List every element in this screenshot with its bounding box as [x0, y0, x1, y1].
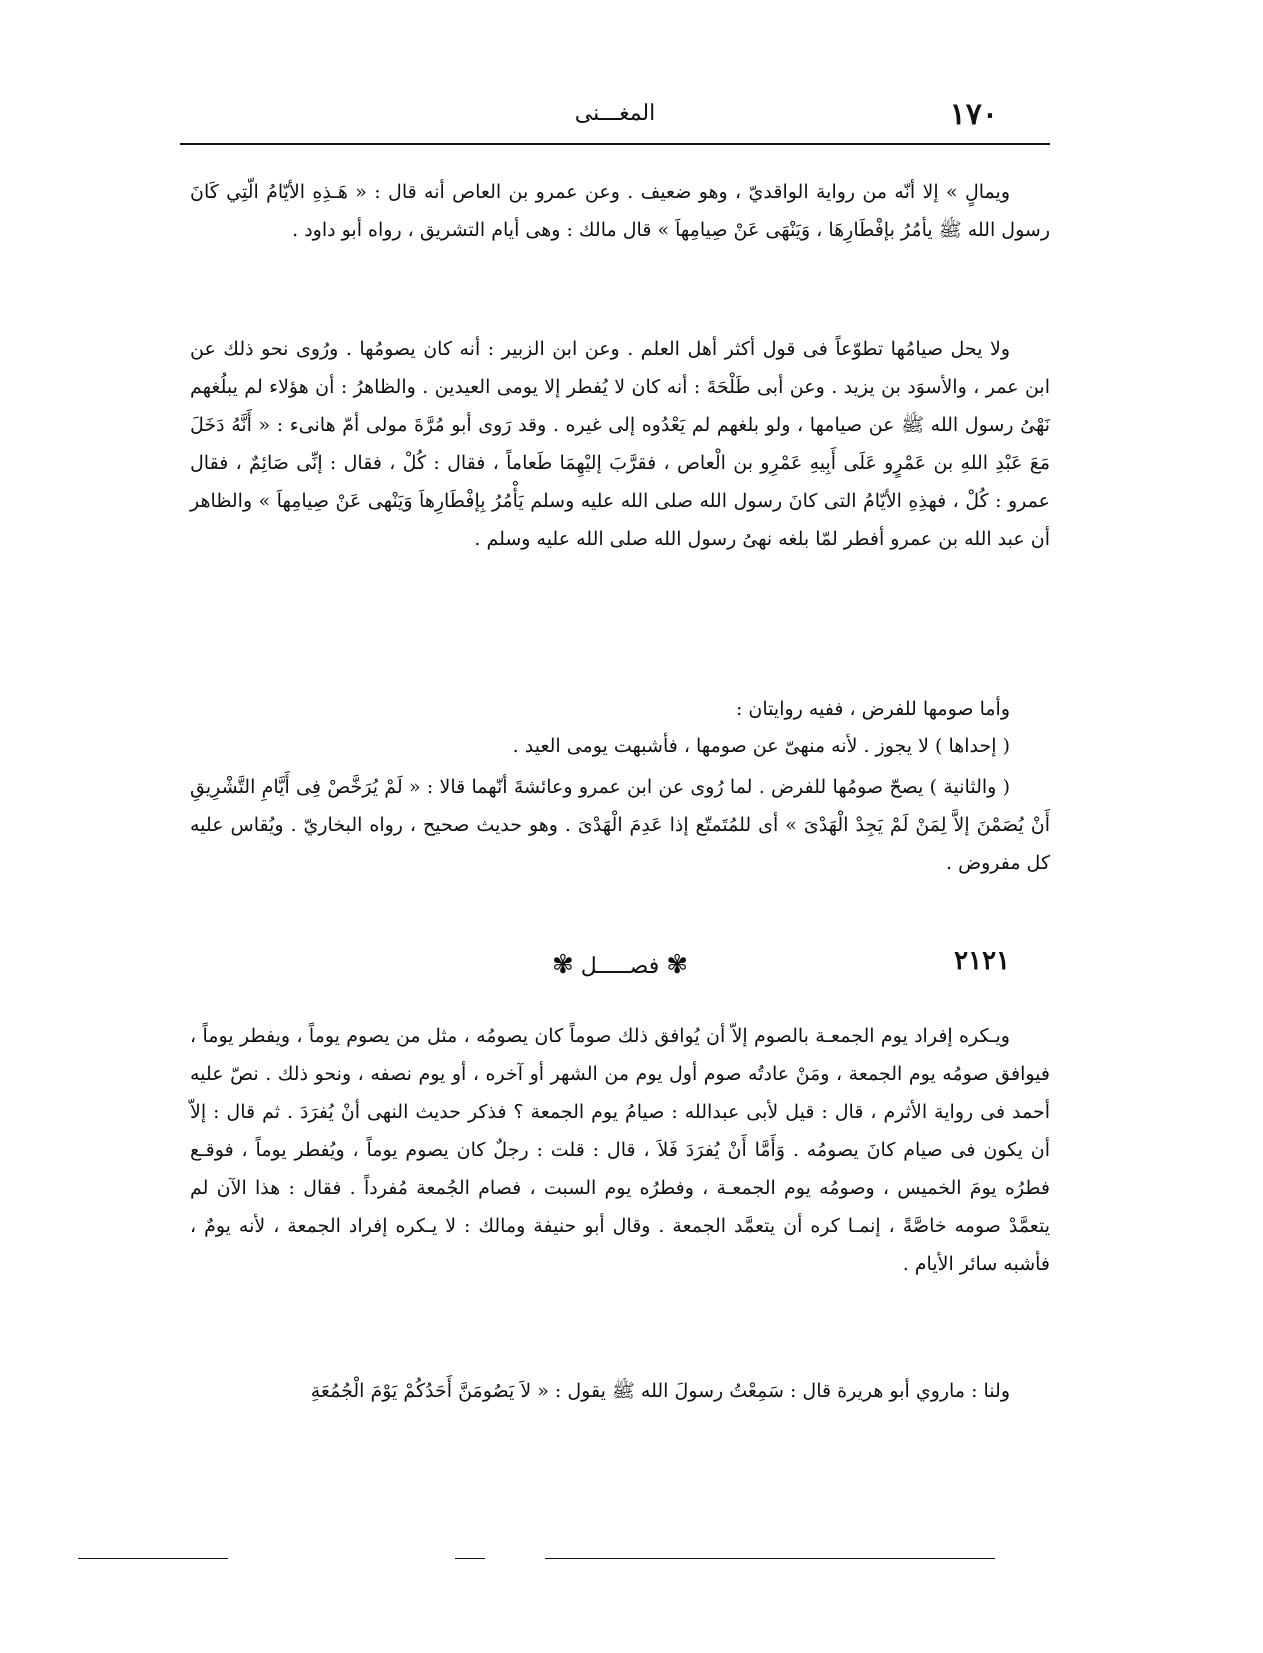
footer-rules [0, 1550, 1263, 1570]
paragraph-text: ( والثانية ) يصحّ صومُها للفرض . لما رُوى عن ابن عمرو وعائشةَ أنّهما قالا : « لَمْ يُرَخَّصْ فِى أَيَّامِ التَّشْرِيقِ أَنْ يُصَمْنَ إلاَّ لِمَنْ لَمْ يَجِدْ الْهَدْىَ » أى للمُتَمتّع إذا عَدِمَ الْهَدْىَ . وهو حديث صحيح ، رواه البخاريّ . ويُقاس عليه كل مفروض . [190, 776, 1050, 874]
paragraph-1 [190, 173, 1050, 249]
section-title: فصـــــل [580, 954, 660, 979]
paragraph-2 [190, 330, 1050, 558]
section-heading [190, 946, 1050, 996]
page-header [180, 95, 1050, 145]
paragraph-text: ولنا : ماروي أبو هريرة قال : سَمِعْتُ رسولَ الله ﷺ يقول : « لاَ يَصُومَنَّ أَحَدُكُمْ يَوْمَ الْجُمُعَةِ [310, 1380, 1010, 1402]
paragraph-7 [190, 1372, 1050, 1410]
footer-rule [545, 1558, 995, 1559]
floral-ornament-icon: ✾ [666, 950, 689, 980]
paragraph-text: ويـكره إفراد يوم الجمعـة بالصوم إلاّ أن يُوافق ذلك صوماً كان يصومُه ، مثل من يصوم يوماً ، ويفطر يوماً ، فيوافق صومُه يوم الجمعة ، ومَنْ عادتُه صوم أول يوم من الشهر أو آخره ، أو يوم نصفه ، ونحو ذلك . نصّ عليه أحمد فى رواية الأثرم ، قال : قيل لأبى عبدالله : صيامُ يوم الجمعة ؟ فذكر حديث النهى أنْ يُفرَدَ . ثم قال : إلاّ أن يكون فى صيام كانَ يصومُه . وَأَمَّا أَنْ يُفرَدَ فَلاَ ، قال : قلت : رجلٌ كان يصوم يوماً ، ويُفطر يوماً ، فوقـع فطرُه يومَ الخميس ، وصومُه يوم الجمعـة ، وفطرُه يوم السبت ، فصام الجُمعة مُفرداً . فقال : هذا الآن لم يتعمَّدْ صومه خاصَّةً ، إنمـا كره أن يتعمَّد الجمعة . وقال أبو حنيفة ومالك : لا يـكره إفراد الجمعة ، لأنه يومٌ ، فأشبه سائر الأيام . [190, 1025, 1050, 1275]
page-number: ١٧٠ [949, 97, 998, 132]
running-title: المغـــنى [574, 101, 656, 126]
paragraph-text: ولا يحل صيامُها تطوّعاً فى قول أكثر أهل العلم . وعن ابن الزبير : أنه كان يصومُها . ورُوى نحو ذلك عن ابن عمر ، والأسوَد بن يزيد . وعن أبى طَلْحَةَ : أنه كان لا يُفطر إلا يومى العيدين . والظاهرُ : أن هؤلاء لم يبلُغهم نَهْىُ رسول الله ﷺ عن صيامها ، ولو بلغهم لم يَعْدُوه إلى غيره . وقد رَوى أبو مُرَّةَ مولى أمّ هانىء : « أَنَّهُ دَخَلَ مَعَ عَبْدِ اللهِ بن عَمْرٍو عَلَى أَبِيهِ عَمْرِو بن الْعاص ، فقرَّبَ إليْهِمَا طَعاماً ، فقال : كُلْ ، فقال : إنِّى صَائِمٌ ، فقال عمرو : كُلْ ، فهذِهِ الأيّامُ التى كانَ رسول الله صلى الله عليه وسلم يَأْمُرُ بِإفْطَارِهاَ وَيَنْهى عَنْ صِيامِهاَ » والظاهر أن عبد الله بن عمرو أفطر لمّا بلغه نهىُ رسول الله صلى الله عليه وسلم . [190, 338, 1050, 550]
paragraph-5 [190, 768, 1050, 882]
paragraph-text: ويمالٍ » إلا أنّه من رواية الواقديّ ، وهو ضعيف . وعن عمرو بن العاص أنه قال : « هَـذِهِ الأيّامُ الّتِي كَانَ رسول الله ﷺ يأمُرُ بإفْطَارِهَا ، وَيَنْهَى عَنْ صِيامِهاَ » قال مالك : وهى أيام التشريق ، رواه أبو داود . [190, 181, 1050, 241]
footer-rule [78, 1558, 228, 1559]
section-number: ٢١٢١ [954, 946, 1010, 976]
header-rule [180, 143, 1050, 145]
footer-rule [455, 1558, 485, 1559]
paragraph-6 [190, 1017, 1050, 1283]
paragraph-4 [190, 727, 1050, 765]
floral-ornament-icon: ✾ [551, 950, 574, 980]
paragraph-text: ( إحداها ) لا يجوز . لأنه منهىّ عن صومها ، فأشبهت يومى العيد . [512, 735, 1010, 757]
paragraph-3 [190, 690, 1050, 728]
section-title-group [190, 950, 1050, 980]
paragraph-text: وأما صومها للفرض ، ففيه روايتان : [735, 698, 1010, 720]
